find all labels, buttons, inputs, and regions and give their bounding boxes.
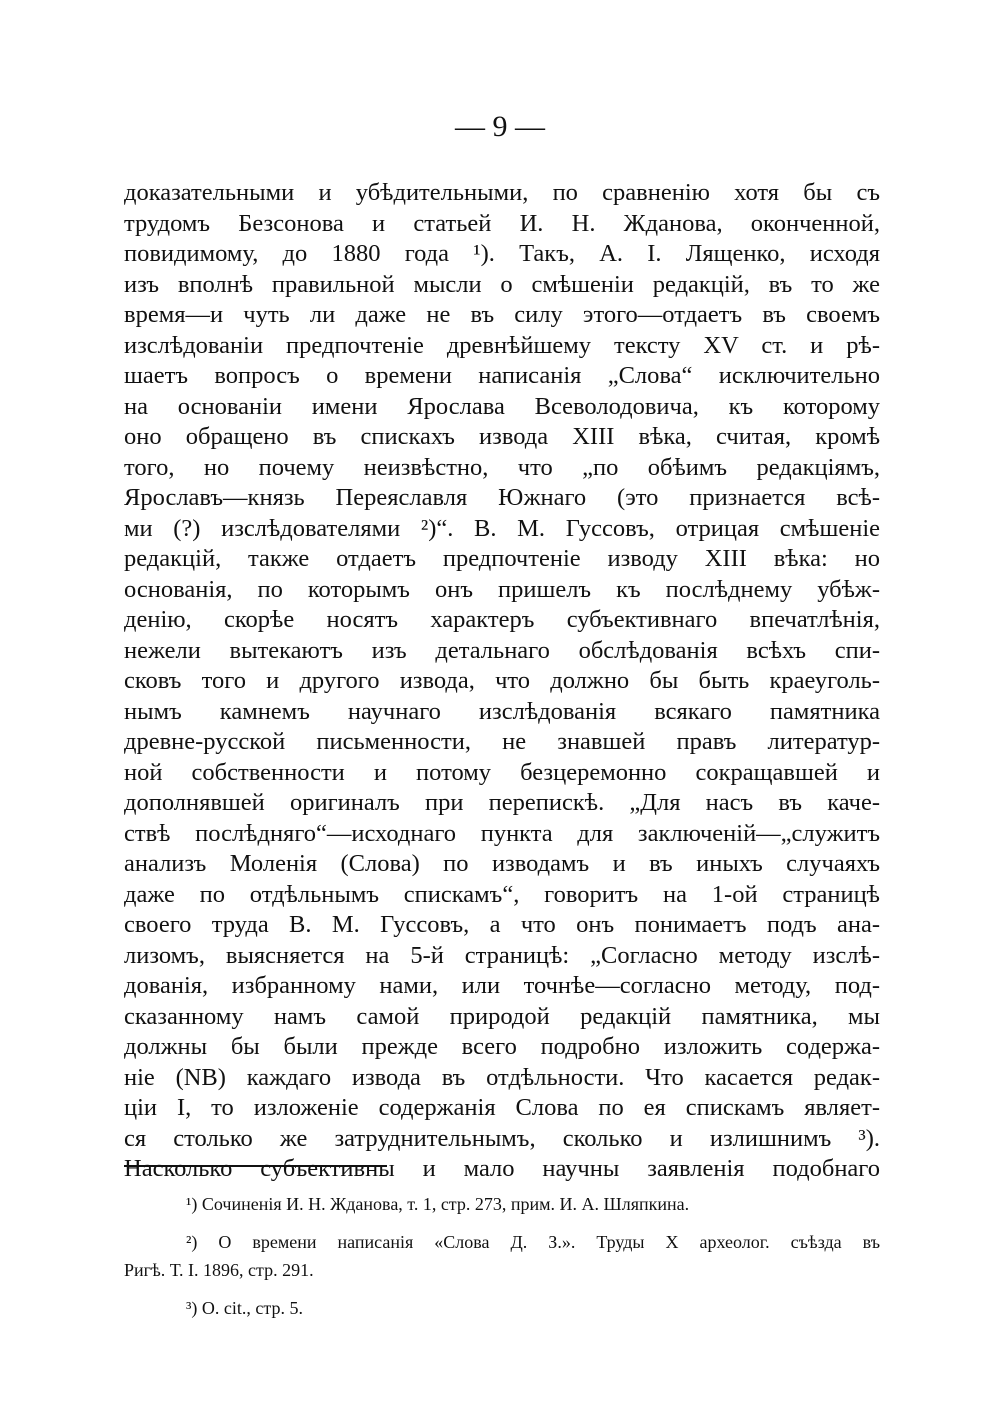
text-line: нежели вытекаютъ изъ детальнаго обслѣдованія всѣхъ спи- (124, 636, 880, 664)
text-line: анализъ Моленія (Слова) по изводамъ и въ иныхъ случаяхъ (124, 850, 880, 877)
text-line: даже по отдѣльнымъ спискамъ“, говоритъ на 1-ой страницѣ (124, 880, 880, 908)
text-line: изъ вполнѣ правильной мысли о смѣшеніи редакцій, въ то же (124, 270, 880, 298)
text-line: того, но почему неизвѣстно, что „по обѣимъ редакціямъ, (124, 453, 880, 481)
text-line: редакцій, также отдаетъ предпочтеніе изводу XIII вѣка: но (124, 545, 880, 572)
body-text (124, 178, 880, 1185)
text-line: нымъ камнемъ научнаго изслѣдованія всякаго памятника (124, 697, 880, 725)
text-line: древне-русской письменности, не знавшей правъ литератур- (124, 728, 880, 755)
text-line: ной собственности и потому безцеремонно сокращавшей и (124, 758, 880, 786)
footnote-2: ²) О времени написанія «Слова Д. З.». Труды X археолог. съѣзда въ (186, 1232, 880, 1252)
text-line: своего труда В. М. Гуссовъ, а что онъ понимаетъ подъ ана- (124, 911, 880, 938)
text-line: ствѣ послѣдняго“—исходнаго пункта для заключеній—„служитъ (124, 819, 880, 847)
text-line: трудомъ Безсонова и статьей И. Н. Жданова, оконченной, (124, 209, 880, 237)
text-line: ніе (NB) каждаго извода въ отдѣльности. Что касается редак- (124, 1063, 880, 1091)
text-line: основанія, по которымъ онъ пришелъ къ послѣднему убѣж- (124, 575, 880, 603)
text-line: лизомъ, выясняется на 5-й страницѣ: „Согласно методу изслѣ- (124, 941, 880, 969)
page-number: — 9 — (455, 110, 545, 143)
text-line: Ярославъ—князь Переяславля Южнаго (это признается всѣ- (124, 484, 880, 511)
text-line: денію, скорѣе носятъ характеръ субъективнаго впечатлѣнія, (124, 606, 880, 633)
text-line: время—и чуть ли даже не въ силу этого—отдаетъ въ своемъ (124, 301, 880, 328)
footnote-2-continuation: Ригѣ. Т. I. 1896, стр. 291. (124, 1260, 314, 1280)
text-line: на основаніи имени Ярослава Всеволодовича, къ которому (124, 392, 880, 420)
footnote-3: ³) O. cit., стр. 5. (186, 1298, 303, 1318)
text-line: доказательными и убѣдительными, по сравненію хотя бы съ (124, 179, 880, 206)
text-line: ми (?) изслѣдователями ²)“. В. М. Гуссовъ, отрицая смѣшеніе (124, 514, 880, 542)
text-line: повидимому, до 1880 года ¹). Такъ, А. I. Лященко, исходя (124, 240, 880, 267)
text-line: изслѣдованіи предпочтеніе древнѣйшему тексту XV ст. и рѣ- (124, 331, 880, 359)
text-line: дополнявшей оригиналъ при перепискѣ. „Для насъ въ каче- (124, 789, 880, 816)
text-line: сковъ того и другого извода, что должно бы быть краеуголь- (124, 667, 880, 694)
text-line: должны бы были прежде всего подробно изложить содержа- (124, 1033, 880, 1060)
text-line: ся столько же затруднительнымъ, сколько и излишнимъ ³). (124, 1124, 880, 1152)
text-line: шаетъ вопросъ о времени написанія „Слова“ исключительно (124, 362, 880, 389)
text-line: Насколько субъективны и мало научны заявленія подобнаго (124, 1155, 880, 1182)
text-line: ціи I, то изложеніе содержанія Слова по ея спискамъ являет- (124, 1094, 880, 1121)
text-line: сказанному намъ самой природой редакцій памятника, мы (124, 1002, 880, 1030)
footnote-1: ¹) Сочиненія И. Н. Жданова, т. 1, стр. 273, прим. И. А. Шляпкина. (186, 1194, 690, 1214)
footnotes (124, 1190, 880, 1322)
text-line: дованія, избранному нами, или точнѣе—согласно методу, под- (124, 972, 880, 999)
footnote-divider (124, 1165, 387, 1167)
text-line: оно обращено въ спискахъ извода XIII вѣка, считая, кромѣ (124, 423, 880, 450)
